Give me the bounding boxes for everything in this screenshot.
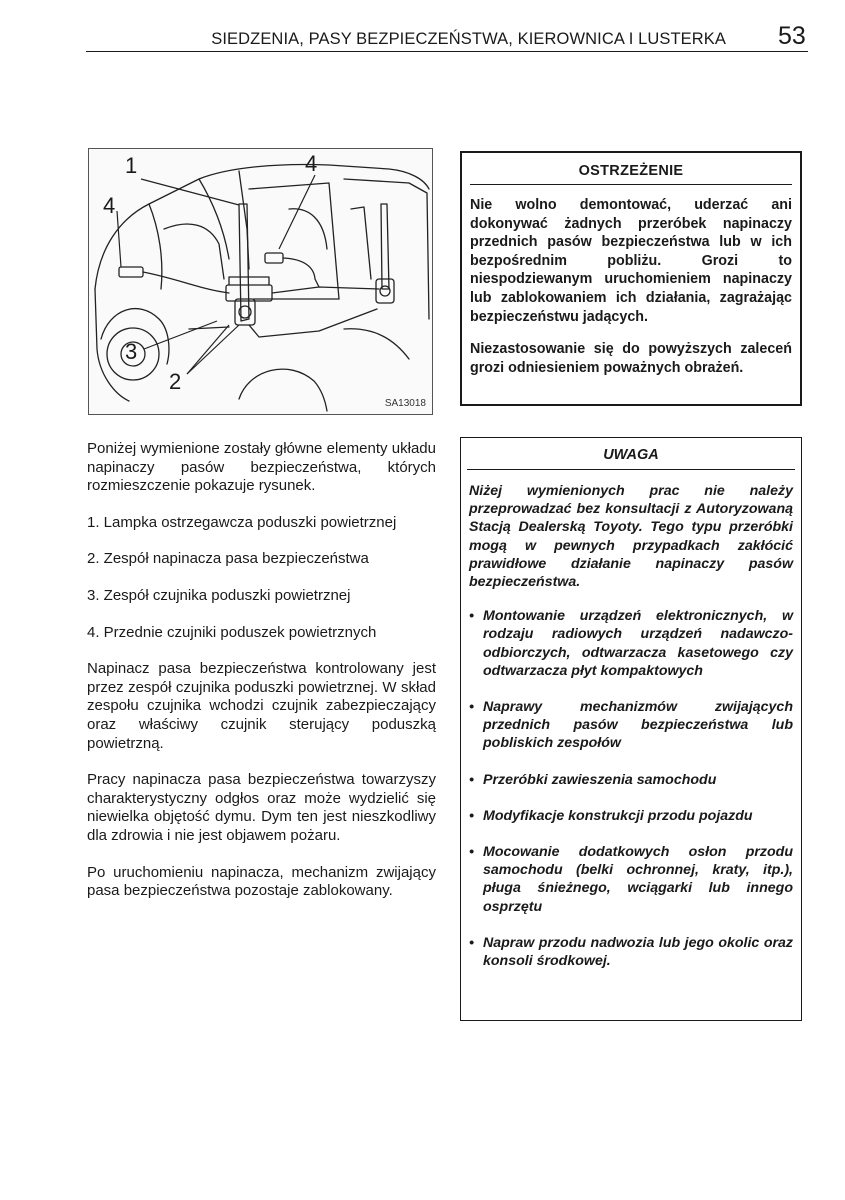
caution-intro: Niżej wymienionych prac nie należy przeprowadzać bez konsultacji z Autoryzowaną Stacją Dealerską Toyoty. Tego typu przeróbki mogą w pewnych przypadkach zakłócić prawidłowe działanie napinaczy pasów bezpieczeństwa. [469, 483, 793, 591]
list-item [469, 843, 793, 916]
caution-title: UWAGA [467, 447, 795, 470]
page-number: 53 [778, 22, 806, 50]
list-item [469, 607, 793, 680]
list-item-text: Napraw przodu nadwozia lub jego okolic oraz konsoli środkowej. [483, 934, 793, 970]
warning-box [460, 151, 802, 406]
caution-box [460, 437, 802, 1021]
warning-paragraph-2: Niezastosowanie się do powyższych zaleceń grozi odniesieniem poważnych obrażeń. [470, 341, 792, 376]
body-paragraph-3: Po uruchomieniu napinacza, mechanizm zwijający pasa bezpieczeństwa pozostaje zablokowany. [87, 863, 436, 900]
callout-3: 3 [125, 339, 138, 364]
component-item: 4. Przednie czujniki poduszek powietrznych [87, 623, 377, 641]
bullet-icon: • [469, 699, 474, 716]
body-paragraph-2: Pracy napinacza pasa bezpieczeństwa towarzyszy charakterystyczny odgłos oraz może wydzielić się niewielka objętość dymu. Dym ten jest nieszkodliwy dla zdrowia i nie jest objawem pożaru. [87, 771, 436, 844]
callout-4-right: 4 [305, 151, 318, 176]
list-item-text: Naprawy mechanizmów zwijających przednich pasów bezpieczeństwa lub pobliskich zespołów [483, 699, 793, 752]
figure-code: SA13018 [384, 398, 426, 409]
list-item-text: Montowanie urządzeń elektronicznych, w rodzaju radiowych urządzeń nadawczo-odbiorczych, odtwarzacza kasetowego czy odtwarzacza płyt kompaktowych [483, 608, 793, 679]
list-item-text: Modyfikacje konstrukcji przodu pojazdu [483, 807, 753, 824]
warning-title: OSTRZEŻENIE [470, 163, 792, 185]
bullet-icon: • [469, 608, 474, 625]
list-item [469, 771, 793, 789]
section-title: SIEDZENIA, PASY BEZPIECZEŃSTWA, KIEROWNICA I LUSTERKA [211, 30, 726, 48]
bullet-icon: • [469, 771, 474, 788]
component-item: 1. Lampka ostrzegawcza poduszki powietrznej [87, 513, 397, 531]
component-item: 3. Zespół czujnika poduszki powietrznej [87, 586, 351, 604]
callout-1: 1 [125, 153, 138, 178]
list-item-text: Mocowanie dodatkowych osłon przodu samochodu (belki ochronnej, kraty, itp.), pługa śnieżnego, wciągarki lub innego osprzętu [483, 844, 793, 915]
body-paragraph-1: Napinacz pasa bezpieczeństwa kontrolowany jest przez zespół czujnika poduszki powietrznej. W skład zespołu czujnika wchodzi czujnik zabezpieczający oraz właściwy czujnik sterujący poduszką powietrzną. [87, 660, 436, 752]
seatbelt-system-illustration [88, 148, 433, 415]
list-item [469, 934, 793, 970]
callout-4-left: 4 [103, 193, 116, 218]
callout-2: 2 [169, 369, 182, 394]
bullet-icon: • [469, 844, 474, 861]
vehicle-cutaway-drawing [89, 149, 432, 414]
warning-paragraph-1: Nie wolno demontować, uderzać ani dokonywać żadnych przeróbek napinaczy przednich pasów bezpieczeństwa lub w ich bezpośrednim pobliżu. Grozi to niespodziewanym uruchomieniem napinaczy lub zablokowaniem ich działania, zagrażając bezpieczeństwu jadących. [470, 197, 792, 325]
component-item: 2. Zespół napinacza pasa bezpieczeństwa [87, 550, 369, 568]
bullet-icon: • [469, 807, 474, 824]
header-divider [86, 51, 808, 52]
caution-list [469, 607, 793, 970]
list-item [469, 698, 793, 753]
bullet-icon: • [469, 934, 474, 951]
list-item-text: Przeróbki zawieszenia samochodu [483, 771, 717, 788]
intro-paragraph: Poniżej wymienione zostały główne elementy układu napinaczy pasów bezpieczeństwa, których rozmieszczenie pokazuje rysunek. [87, 440, 436, 495]
body-text [87, 440, 436, 919]
list-item [469, 807, 793, 825]
